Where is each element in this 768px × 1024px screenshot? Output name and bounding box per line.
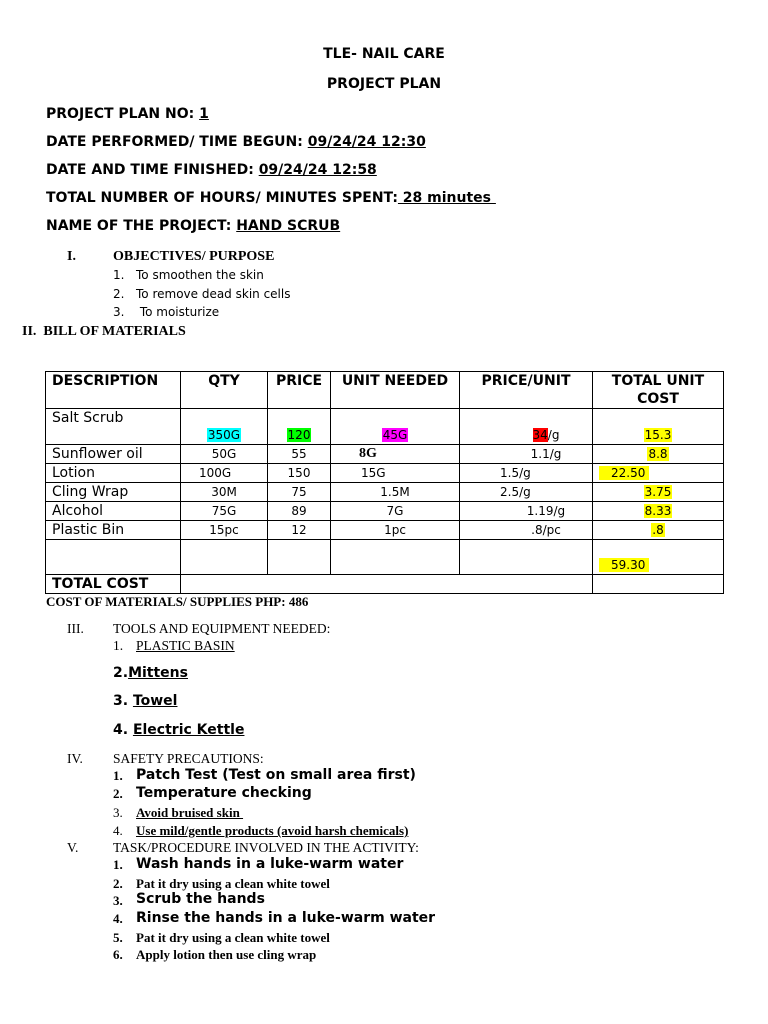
date-finished-line: [46, 162, 377, 178]
objectives-heading: OBJECTIVES/ PURPOSE: [113, 249, 275, 264]
total-unit-cost-cell: [593, 502, 724, 521]
qty-value: 350G: [207, 428, 241, 442]
total-unit-cost-cell: [593, 445, 724, 464]
column-header: PRICE: [268, 372, 331, 409]
objectives-numeral: I.: [67, 249, 76, 264]
procedure-number: 4.: [113, 911, 123, 926]
document-subtitle: PROJECT PLAN: [326, 76, 442, 92]
objective-item: To moisturize: [136, 305, 220, 319]
total-unit-cost-value: 8.33: [644, 504, 672, 518]
tool-number: 4.: [113, 722, 133, 738]
objective-item: To remove dead skin cells: [136, 287, 291, 301]
tool-item: Electric Kettle: [132, 722, 245, 738]
qty-cell: 50G: [181, 445, 268, 464]
procedure-numeral: V.: [67, 840, 79, 855]
hours-spent-label: TOTAL NUMBER OF HOURS/ MINUTES SPENT:: [46, 190, 398, 206]
unit-needed-cell: 1pc: [331, 521, 460, 540]
unit-needed-cell: [331, 409, 460, 445]
safety-item: Patch Test (Test on small area first): [136, 767, 416, 783]
project-name-label: NAME OF THE PROJECT:: [46, 218, 237, 234]
date-finished-value: 09/24/24 12:58: [258, 162, 377, 178]
price-per-unit-cell: .8/pc: [460, 521, 593, 540]
procedure-number: 6.: [113, 947, 123, 962]
tools-numeral: III.: [67, 621, 84, 636]
procedure-item: Pat it dry using a clean white towel: [136, 876, 330, 891]
total-cost-value-cell: [593, 575, 724, 594]
safety-number: 1.: [113, 768, 123, 783]
sum-total-cell: [593, 540, 724, 575]
safety-numeral: IV.: [67, 751, 83, 766]
date-begun-value: 09/24/24 12:30: [307, 134, 426, 150]
tool-item: Towel: [132, 693, 178, 709]
procedure-item: Rinse the hands in a luke-warm water: [136, 910, 436, 926]
objective-item: To smoothen the skin: [136, 268, 264, 282]
description-cell: Sunflower oil: [46, 445, 181, 464]
safety-number: 4.: [113, 823, 123, 838]
price-per-unit-cell: 1.1/g: [460, 445, 593, 464]
date-begun-line: [46, 134, 426, 150]
description-cell: Cling Wrap: [46, 483, 181, 502]
project-name-value: HAND SCRUB: [236, 218, 341, 234]
empty-cell: [181, 540, 268, 575]
tool-line: [113, 665, 188, 681]
safety-item: Use mild/gentle products (avoid harsh chemicals): [136, 823, 409, 838]
unit-needed-cell: 15G: [331, 464, 460, 483]
tools-heading: TOOLS AND EQUIPMENT NEEDED:: [113, 621, 331, 636]
bill-of-materials-heading: II. BILL OF MATERIALS: [22, 324, 186, 339]
total-cost-row: [46, 575, 724, 594]
date-finished-label: DATE AND TIME FINISHED:: [46, 162, 259, 178]
price-per-unit-cell: 2.5/g: [460, 483, 593, 502]
empty-cell: [331, 540, 460, 575]
procedure-item: Pat it dry using a clean white towel: [136, 930, 330, 945]
hours-spent-value: 28 minutes: [397, 190, 496, 206]
total-unit-cost-cell: [593, 464, 724, 483]
total-unit-cost-value: 3.75: [644, 485, 672, 499]
total-unit-cost-value: 8.8: [648, 447, 668, 461]
table-row: [46, 445, 724, 464]
table-row: [46, 521, 724, 540]
empty-cell: [460, 540, 593, 575]
table-row: [46, 464, 724, 483]
safety-number: 3.: [113, 805, 123, 820]
tool-item: Mittens: [128, 665, 188, 681]
procedure-heading: TASK/PROCEDURE INVOLVED IN THE ACTIVITY:: [113, 840, 419, 855]
price-per-unit-cell: [460, 409, 593, 445]
tool-number: 2.: [113, 665, 129, 681]
description-cell: Plastic Bin: [46, 521, 181, 540]
description-cell: Lotion: [46, 464, 181, 483]
table-row: [46, 502, 724, 521]
table-row: [46, 540, 724, 575]
qty-cell: 15pc: [181, 521, 268, 540]
procedure-number: 2.: [113, 876, 123, 891]
unit-needed-cell: 1.5M: [331, 483, 460, 502]
total-unit-cost-value: .8: [652, 523, 664, 537]
total-unit-cost-cell: [593, 483, 724, 502]
empty-cell: [268, 540, 331, 575]
safety-item: Avoid bruised skin: [136, 805, 244, 820]
tool-item: PLASTIC BASIN: [136, 638, 235, 653]
qty-cell: 75G: [181, 502, 268, 521]
price-cell: 75: [268, 483, 331, 502]
tool-line: [113, 722, 244, 738]
procedure-number: 1.: [113, 857, 123, 872]
bill-of-materials-table: [45, 371, 724, 594]
column-header: DESCRIPTION: [46, 372, 181, 409]
procedure-item: Wash hands in a luke-warm water: [136, 856, 404, 872]
price-cell: 12: [268, 521, 331, 540]
procedure-item: Scrub the hands: [136, 891, 265, 907]
procedure-item: Apply lotion then use cling wrap: [136, 947, 317, 962]
description-cell: Salt Scrub: [46, 409, 181, 445]
column-header: QTY: [181, 372, 268, 409]
total-unit-cost-value: 15.3: [644, 428, 672, 442]
plan-number-line: [46, 106, 209, 122]
table-row: [46, 483, 724, 502]
tool-number: 3.: [113, 693, 133, 709]
tool-number: 1.: [113, 638, 124, 653]
price-value: 120: [287, 428, 311, 442]
total-cost-label: TOTAL COST: [46, 575, 181, 594]
total-unit-cost-cell: [593, 521, 724, 540]
procedure-number: 5.: [113, 930, 123, 945]
unit-needed-cell: 7G: [331, 502, 460, 521]
objective-number: 3.: [113, 305, 125, 319]
unit-needed-cell: 8G: [331, 445, 460, 464]
objective-number: 2.: [113, 287, 125, 301]
column-header: PRICE/UNIT: [460, 372, 593, 409]
empty-cell: [46, 540, 181, 575]
safety-number: 2.: [113, 786, 123, 801]
price-per-unit-cell: 1.5/g: [460, 464, 593, 483]
column-header: UNIT NEEDED: [331, 372, 460, 409]
total-cost-empty: [181, 575, 593, 594]
document-title: TLE- NAIL CARE: [323, 46, 445, 62]
qty-cell: 100G: [181, 464, 268, 483]
sum-total-value: 59.30: [599, 558, 649, 572]
price-per-unit-cell: 1.19/g: [460, 502, 593, 521]
procedure-number: 3.: [113, 893, 123, 908]
safety-item: Temperature checking: [136, 785, 312, 801]
objective-number: 1.: [113, 268, 125, 282]
total-unit-cost-value: 22.50: [599, 466, 649, 480]
total-unit-cost-cell: [593, 409, 724, 445]
description-cell: Alcohol: [46, 502, 181, 521]
price-cell: [268, 409, 331, 445]
unit-needed-value: 45G: [382, 428, 408, 442]
price-cell: 150: [268, 464, 331, 483]
cost-of-materials: COST OF MATERIALS/ SUPPLIES PHP: 486: [46, 594, 309, 609]
table-header-row: [46, 372, 724, 409]
price-cell: 89: [268, 502, 331, 521]
price-per-unit-suffix: /g: [547, 428, 560, 442]
plan-number-value: 1: [199, 106, 209, 122]
qty-cell: [181, 409, 268, 445]
column-header: TOTAL UNIT COST: [593, 372, 724, 409]
price-cell: 55: [268, 445, 331, 464]
project-name-line: [46, 218, 340, 234]
date-begun-label: DATE PERFORMED/ TIME BEGUN:: [46, 134, 308, 150]
table-row: [46, 409, 724, 445]
plan-number-label: PROJECT PLAN NO:: [46, 106, 200, 122]
tool-line: [113, 693, 177, 709]
price-per-unit-value: 34: [532, 428, 548, 442]
qty-cell: 30M: [181, 483, 268, 502]
safety-heading: SAFETY PRECAUTIONS:: [113, 751, 264, 766]
hours-spent-line: [46, 190, 496, 206]
